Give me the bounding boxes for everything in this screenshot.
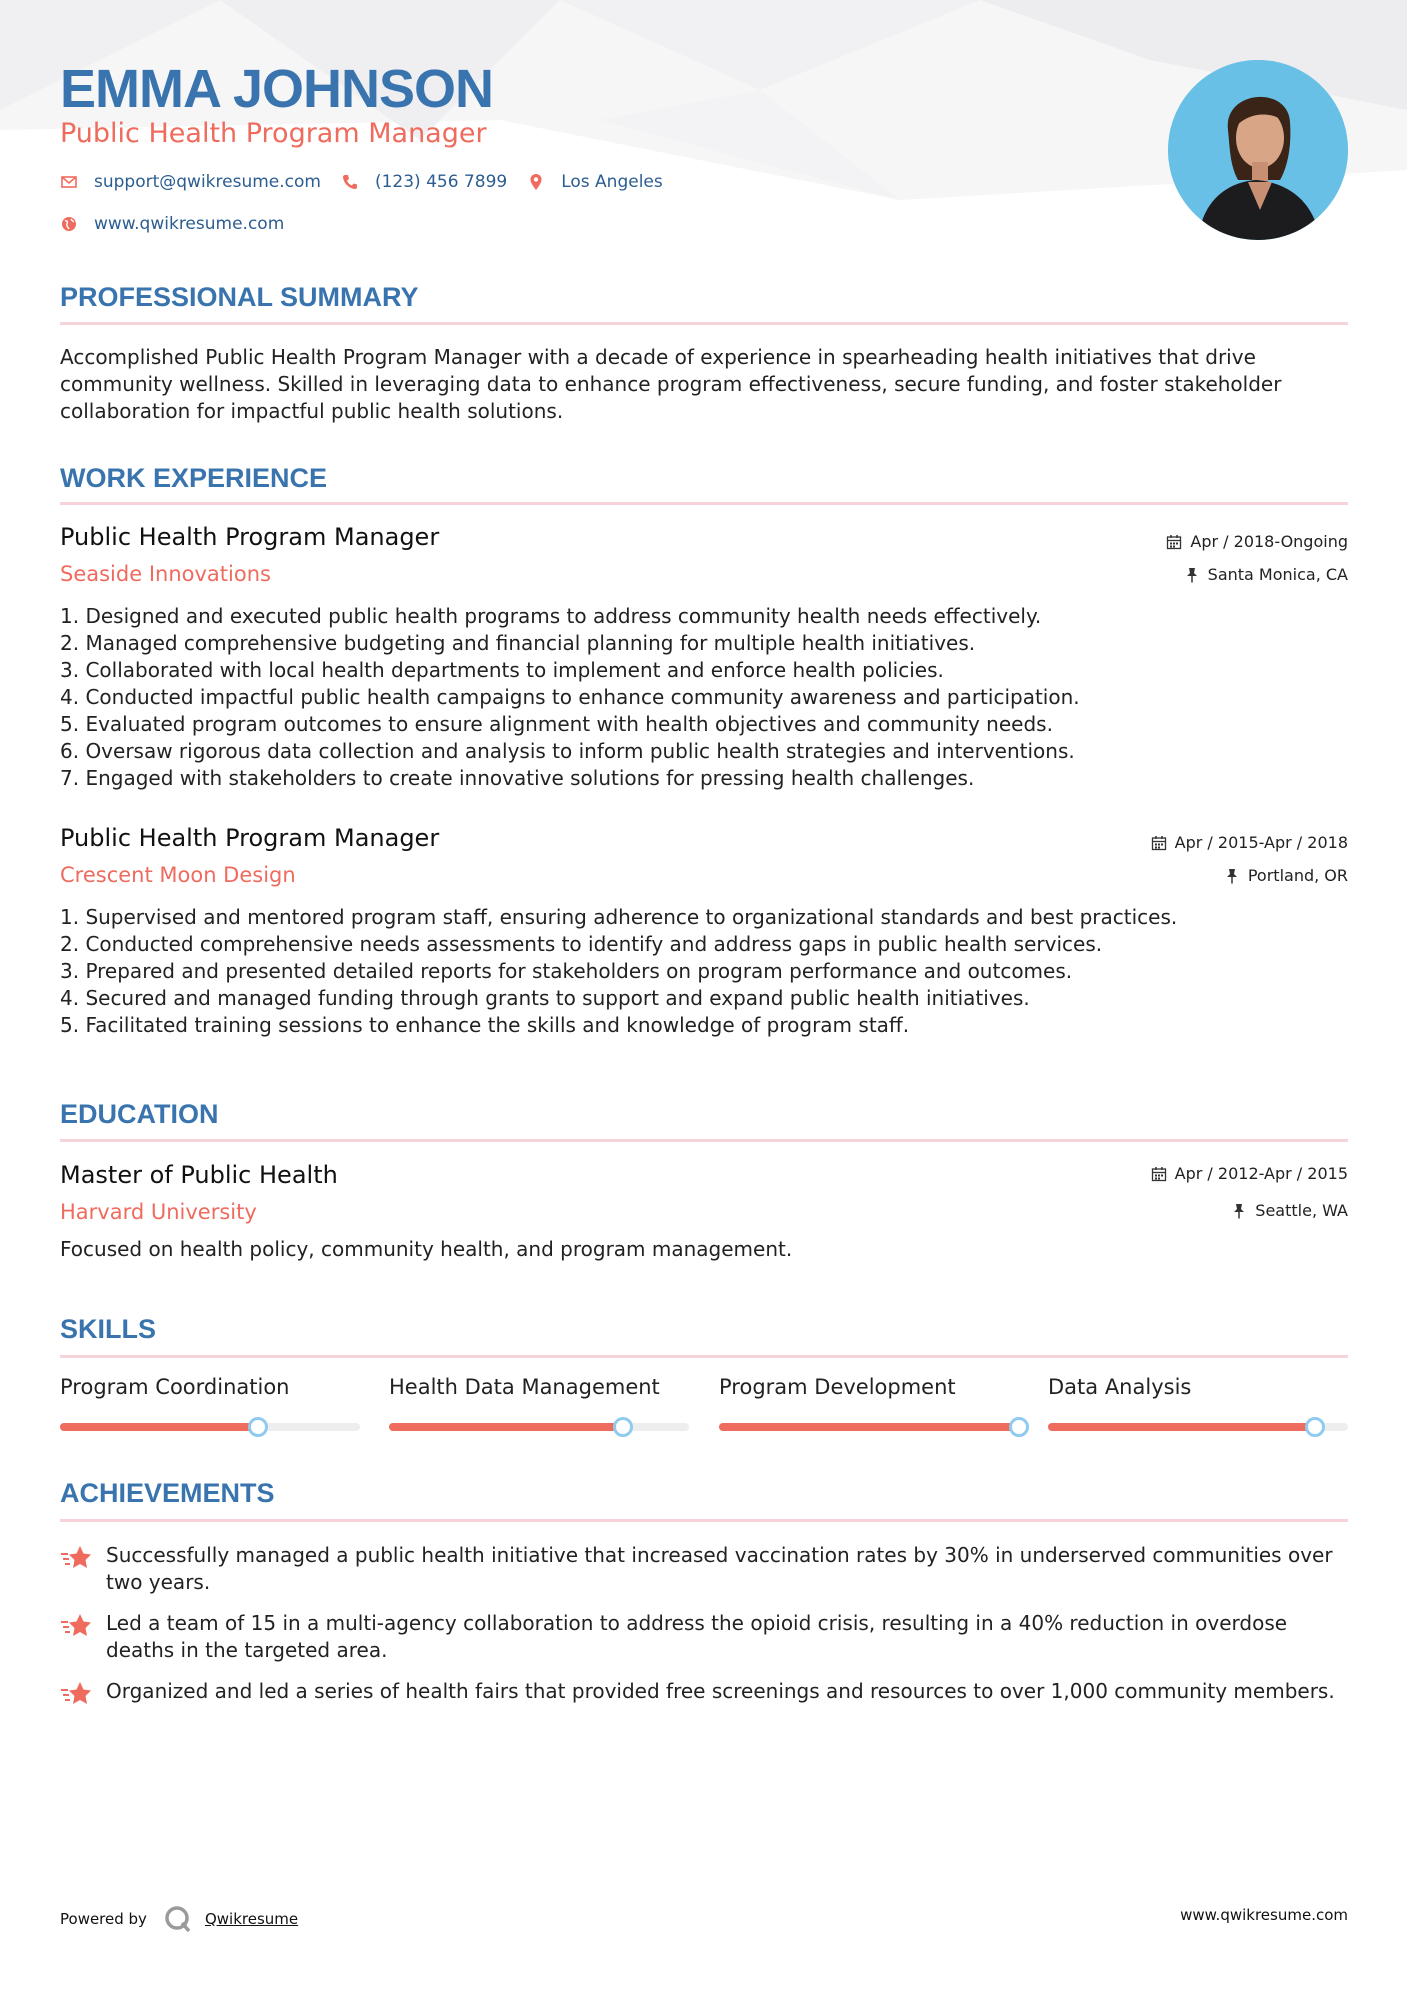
contact-location — [527, 172, 663, 192]
experience-divider — [60, 502, 1348, 505]
skill-3-fill — [719, 1423, 1019, 1431]
skills-divider — [60, 1355, 1348, 1358]
list-item: 1. Supervised and mentored program staff, ensuring adherence to organizational standards and best practices. — [60, 905, 1178, 929]
skill-2-knob — [613, 1417, 633, 1437]
powered-by-label: Powered by — [60, 1910, 147, 1928]
skill-2-fill — [389, 1423, 623, 1431]
footer — [60, 1900, 1348, 1930]
education-degree: Master of Public Health — [60, 1161, 338, 1189]
education-dates-text: Apr / 2012-Apr / 2015 — [1174, 1164, 1348, 1183]
job-1-title: Public Health Program Manager — [60, 523, 440, 551]
job-2-location — [1224, 866, 1348, 885]
job-2-title: Public Health Program Manager — [60, 824, 440, 852]
calendar-icon — [1151, 835, 1167, 851]
skill-4 — [1048, 1375, 1348, 1399]
job-1-dates — [1166, 532, 1348, 551]
skill-3 — [719, 1375, 1019, 1399]
summary-heading: PROFESSIONAL SUMMARY — [60, 282, 419, 312]
contact-row-secondary — [60, 214, 304, 234]
envelope-icon — [60, 173, 78, 191]
qwikresume-link[interactable]: Qwikresume — [204, 1910, 299, 1928]
list-item: 2. Conducted comprehensive needs assessments to identify and address gaps in public health services. — [60, 932, 1103, 956]
education-description: Focused on health policy, community health, and program management. — [60, 1237, 793, 1261]
skill-1 — [60, 1375, 360, 1399]
contact-row-primary — [60, 172, 683, 192]
portrait-illustration — [1168, 60, 1348, 240]
list-item: 1. Designed and executed public health programs to address community health needs effectively. — [60, 604, 1042, 628]
education-divider — [60, 1139, 1348, 1142]
summary-text: Accomplished Public Health Program Manager with a decade of experience in spearheading health initiatives that drive community wellness. Skilled in leveraging data to enhance program effectiveness, secure funding, and foster stakeholder collaboration for impactful public health solutions. — [60, 345, 1282, 423]
job-2-dates-text: Apr / 2015-Apr / 2018 — [1174, 833, 1348, 852]
contact-phone[interactable] — [341, 172, 507, 192]
achievements-divider — [60, 1519, 1348, 1522]
globe-icon — [60, 215, 78, 233]
contact-email[interactable] — [60, 172, 321, 192]
pushpin-icon — [1184, 567, 1200, 583]
list-item: 3. Collaborated with local health departments to implement and enforce health policies. — [60, 658, 944, 682]
achievement-3 — [60, 1678, 1348, 1708]
calendar-icon — [1151, 1166, 1167, 1182]
list-item: 2. Managed comprehensive budgeting and financial planning for multiple health initiatives. — [60, 631, 976, 655]
education-heading: EDUCATION — [60, 1099, 219, 1129]
education-location-text: Seattle, WA — [1255, 1201, 1348, 1220]
skill-3-label: Program Development — [719, 1375, 956, 1399]
job-1-location-text: Santa Monica, CA — [1207, 565, 1348, 584]
skill-3-knob — [1009, 1417, 1029, 1437]
profile-photo — [1168, 60, 1348, 240]
achievements-heading: ACHIEVEMENTS — [60, 1478, 275, 1508]
job-1-dates-text: Apr / 2018-Ongoing — [1190, 532, 1348, 551]
candidate-title: Public Health Program Manager — [60, 118, 487, 149]
candidate-name: EMMA JOHNSON — [60, 59, 494, 119]
powered-by — [60, 1904, 298, 1934]
contact-website[interactable] — [60, 214, 284, 234]
location-text: Los Angeles — [561, 172, 663, 192]
job-1-company: Seaside Innovations — [60, 562, 271, 586]
skill-4-knob — [1305, 1417, 1325, 1437]
star-icon — [60, 1612, 92, 1640]
skill-1-knob — [248, 1417, 268, 1437]
list-item: 7. Engaged with stakeholders to create innovative solutions for pressing health challenges. — [60, 766, 975, 790]
achievement-3-text: Organized and led a series of health fairs that provided free screenings and resources to over 1,000 community members. — [106, 1679, 1335, 1703]
education-dates — [1151, 1164, 1348, 1183]
phone-icon — [341, 173, 359, 191]
job-2-location-text: Portland, OR — [1247, 866, 1348, 885]
summary-divider — [60, 322, 1348, 325]
pushpin-icon — [1224, 868, 1240, 884]
email-text: support@qwikresume.com — [94, 172, 321, 192]
calendar-icon — [1166, 534, 1182, 550]
job-2-company: Crescent Moon Design — [60, 863, 296, 887]
skill-1-label: Program Coordination — [60, 1375, 290, 1399]
job-2-bullets — [60, 904, 1348, 1039]
skills-heading: SKILLS — [60, 1314, 157, 1344]
skill-4-label: Data Analysis — [1048, 1375, 1192, 1399]
job-2-dates — [1151, 833, 1348, 852]
achievement-1-text: Successfully managed a public health initiative that increased vaccination rates by 30% in underserved communities over two years. — [106, 1543, 1333, 1594]
skill-2 — [389, 1375, 689, 1399]
list-item: 6. Oversaw rigorous data collection and analysis to inform public health strategies and interventions. — [60, 739, 1075, 763]
pushpin-icon — [1231, 1203, 1247, 1219]
education-location — [1231, 1201, 1348, 1220]
achievement-1 — [60, 1542, 1348, 1596]
list-item: 4. Secured and managed funding through grants to support and expand public health initiatives. — [60, 986, 1030, 1010]
map-pin-icon — [527, 173, 545, 191]
skill-1-fill — [60, 1423, 258, 1431]
skill-4-track — [1048, 1423, 1348, 1431]
phone-text: (123) 456 7899 — [374, 172, 508, 192]
skill-2-track — [389, 1423, 689, 1431]
experience-heading: WORK EXPERIENCE — [60, 463, 328, 493]
skill-2-label: Health Data Management — [389, 1375, 660, 1399]
achievement-2 — [60, 1610, 1348, 1664]
website-text: www.qwikresume.com — [94, 214, 285, 234]
list-item: 4. Conducted impactful public health campaigns to enhance community awareness and participation. — [60, 685, 1080, 709]
qwikresume-logo-icon — [163, 1904, 193, 1934]
job-1-bullets — [60, 603, 1348, 792]
footer-website[interactable]: www.qwikresume.com — [1180, 1906, 1348, 1924]
skill-3-track — [719, 1423, 1019, 1431]
education-school: Harvard University — [60, 1200, 257, 1224]
star-icon — [60, 1680, 92, 1708]
star-icon — [60, 1544, 92, 1572]
skill-4-fill — [1048, 1423, 1315, 1431]
list-item: 5. Evaluated program outcomes to ensure alignment with health objectives and community needs. — [60, 712, 1053, 736]
list-item: 3. Prepared and presented detailed reports for stakeholders on program performance and outcomes. — [60, 959, 1073, 983]
job-1-location — [1184, 565, 1348, 584]
list-item: 5. Facilitated training sessions to enhance the skills and knowledge of program staff. — [60, 1013, 910, 1037]
skill-1-track — [60, 1423, 360, 1431]
achievement-2-text: Led a team of 15 in a multi-agency collaboration to address the opioid crisis, resulting in a 40% reduction in overdose deaths in the targeted area. — [106, 1611, 1288, 1662]
